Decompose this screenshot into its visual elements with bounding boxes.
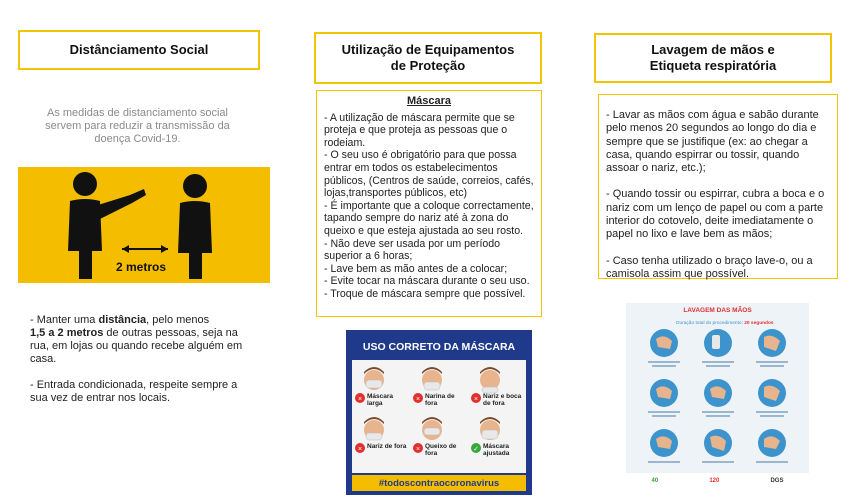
protection-title-box: [314, 32, 542, 84]
mask-item: - A utilização de máscara permite que se proteja e que proteja as pessoas que o rodeiam.: [324, 111, 515, 149]
mask-label-1: Máscara larga: [367, 393, 394, 407]
svg-text:✓: ✓: [473, 446, 479, 453]
mask-label-2: Narina de fora: [425, 393, 455, 407]
footer-logo-120: 120: [709, 477, 720, 484]
svg-text:×: ×: [473, 396, 479, 403]
mask-label-5: Queixo de fora: [425, 443, 457, 457]
mask-item: - Não deve ser usada por um período superior a 6 horas;: [324, 237, 501, 263]
mask-info-box: [316, 90, 542, 317]
mask-poster-hashtag: #todoscontraocoronavirus: [352, 475, 526, 491]
svg-text:×: ×: [415, 396, 421, 403]
mask-poster: [346, 330, 532, 495]
handwashing-poster-title: LAVAGEM DAS MÃOS: [683, 307, 752, 314]
bullet-entry: - Entrada condicionada, respeite sempre a sua vez de entrar nos locais.: [30, 379, 238, 404]
social-distancing-title-box: [18, 30, 260, 70]
mask-poster-title: USO CORRETO DA MÁSCARA: [362, 341, 516, 353]
cough-etiquette-item: - Quando tossir ou espirrar, cubra a boca e o nariz com um lenço de papel ou com a parte interior do cotovelo, deite imediatamente o papel no lixo e lave bem as mãos;: [606, 188, 825, 241]
mask-item: - O seu uso é obrigatório para que possa entrar em todos os estabelecimentos públicos, (Centros de saúde, correios, cafés, lojas,transportes públicos, etc): [324, 149, 534, 200]
svg-text:×: ×: [357, 396, 363, 403]
handwashing-steps-illustration: [626, 323, 809, 468]
handwashing-poster-subtitle: Duração total do procedimento: 20 segundos: [676, 321, 774, 326]
handwashing-poster-footer: [626, 473, 809, 488]
handwashing-title: Lavagem de mãos e Etiqueta respiratória: [649, 42, 777, 73]
social-distancing-bullets: [30, 314, 255, 405]
mask-poster-panel: [352, 360, 526, 473]
handwashing-poster: [626, 303, 809, 488]
handwashing-item: - Lavar as mãos com água e sabão durante pelo menos 20 segundos ao longo do dia e sempre que se justifique (ex: ao chegar a casa, quando espirrar ou tossir, quando assoar o nariz, etc.);: [606, 109, 819, 175]
bullet-distance: - Manter uma distância, pelo menos 1,5 a 2 metros de outras pessoas, seja na rua, em lojas ou quando recebe alguém em casa.: [30, 314, 243, 365]
arm-wash-item: - Caso tenha utilizado o braço lave-o, ou a camisola assim que possível.: [606, 254, 813, 280]
mask-heading: Máscara: [406, 95, 452, 107]
mask-item: - Evite tocar na máscara durante o seu uso.: [324, 275, 530, 288]
mask-item: - Troque de máscara sempre que possível.: [324, 287, 526, 300]
handwashing-title-box: [594, 33, 832, 83]
mask-item: - Lave bem as mão antes de a colocar;: [324, 262, 508, 275]
footer-logo-dgs: DGS: [770, 477, 784, 484]
mask-label-3: Nariz e boca de fora: [483, 393, 522, 407]
protection-title: Utilização de Equipamentos de Proteção: [341, 42, 515, 73]
footer-logo-40: 40: [651, 477, 659, 484]
mask-label-6: Máscara ajustada: [483, 443, 510, 457]
social-distancing-title: Distânciamento Social: [69, 42, 209, 57]
svg-text:×: ×: [415, 446, 421, 453]
mask-item: - É importante que a coloque correctamente, tapando sempre do nariz até à zona do queixo e que esteja ajustada ao seu rosto.: [324, 199, 534, 237]
handwashing-info-box: [598, 94, 838, 279]
distancing-illustration: [18, 167, 270, 283]
social-distancing-intro: As medidas de distanciamento social servem para reduzir a transmissão da doença Covid-19.: [45, 107, 230, 145]
mask-label-4: Nariz de fora: [367, 443, 407, 450]
svg-text:×: ×: [357, 446, 363, 453]
distance-label: 2 metros: [116, 260, 167, 274]
